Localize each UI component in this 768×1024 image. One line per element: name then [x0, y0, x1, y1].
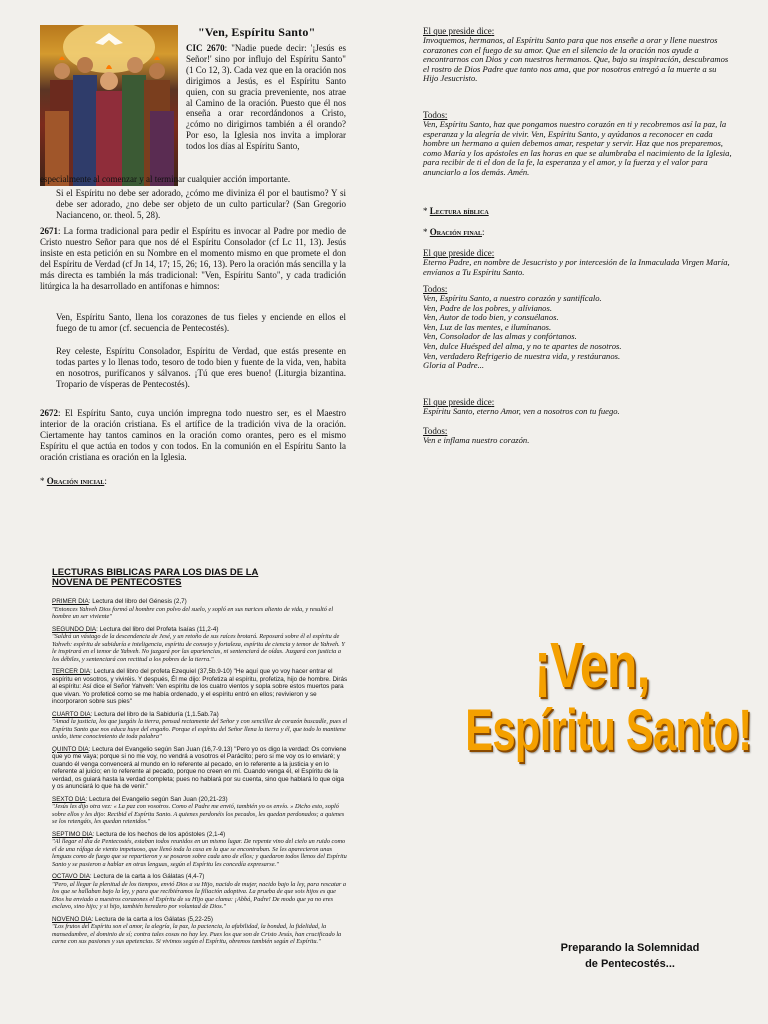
cic-2670-text: : "Nadie puede decir: '¡Jesús es Señor!' sino por influjo del Espíritu Santo" (1 Co 12, 3). Cada vez que en la oración nos dirigimos a Jesús, es el Espíritu Santo quien, con su gracia preveniente, nos atrae al Camino de la oración. Puesto que él nos enseña a orar recordándonos a Cristo, ¿cómo no dirigirnos también a él orando? Por eso, la Iglesia nos invita a implorar todos los días al Espíritu Santo, — [186, 43, 346, 152]
todos-block-3 — [423, 426, 733, 446]
litany-line: Ven, verdadero Refrigerio de nuestra vida, y restáuranos. — [423, 350, 621, 361]
cic-2671-label: 2671 — [40, 226, 58, 236]
cover-subtitle-line-1: Preparando la Solemnidad — [560, 942, 700, 954]
cover-subtitle — [530, 940, 730, 972]
lectura-day-7: SEPTIMO DIA: Lectura de los hechos de los apóstoles (2,1-4) "Al llegar el día de Pentecostés, estaban todos reunidos en un mismo lugar. De repente vino del cielo un ruido como el de una ráfaga de viento impetuoso, que llenó toda la casa en la que se encontraban. Se les aparecieron unas lenguas como de fuego que se repartieron y se posaron sobre cada uno de ellos; y quedaron todos llenos del Espíritu Santo y se pusieron a hablar en otras lenguas, según el Espíritu les concedía expresarse." — [52, 830, 347, 868]
todos-label: Todos: — [423, 110, 448, 120]
cover-title-line-1: ¡Ven, — [534, 629, 650, 701]
todos-label: Todos: — [423, 426, 448, 436]
gregorio-quote: Si el Espíritu no debe ser adorado, ¿cómo me diviniza él por el bautismo? Y si debe ser adorado, ¿no debe ser objeto de un culto particular? (San Gregorio Nacianceno, or. theol. 5, 28). — [56, 188, 346, 220]
preside-label: El que preside dice: — [423, 397, 495, 407]
todos-text-3: Ven e inflama nuestro corazón. — [423, 435, 530, 445]
cic-2672-text: : El Espíritu Santo, cuya unción impregna todo nuestro ser, es el Maestro interior de la oración cristiana. Es el artífice de la tradición viva de la oración. Ciertamente hay tantos caminos en la oración como orantes, pero es el mismo Espíritu el que actúa en todos y con todos. En la comunión en el Espíritu Santo la oración cristiana es oración en la Iglesia. — [40, 408, 346, 462]
hymn-byzantine: Rey celeste, Espíritu Consolador, Espíritu de Verdad, que estás presente en todas partes y lo llenas todo, tesoro de todo bien y fuente de la vida, ven, habita en nosotros, purifícanos y sálvanos. ¡Tú que eres bueno! (Liturgia bizantina. Tropario de vísperas de Pentecostés). — [56, 346, 346, 389]
litany-line: Ven, Luz de las mentes, e ilumínanos. — [423, 321, 552, 332]
lectura-day-5: QUINTO DIA: Lectura del Evangelio según San Juan (16,7-9.13) "Pero yo os digo la verdad: Os conviene que yo me vaya; porque si no me voy, no vendrá a vosotros el Paráclito; pero si me voy os lo enviaré; y cuando él venga convencerá al mundo en lo referente al pecado, en lo referente a la justicia y en lo referente al juicio; en lo referente al pecado, porque no creen en mí. Cuando venga él, el Espíritu de la verdad, os guiará hasta la verdad completa; pues no hablará por su cuenta, sino que hablará lo que oiga y os anunciará lo que ha de venir." — [52, 745, 347, 790]
preside-text-3: Espíritu Santo, eterno Amor, ven a nosotros con tu fuego. — [423, 406, 620, 416]
litany-line: Ven, Autor de todo bien, y consuélanos. — [423, 312, 559, 323]
preside-block-2 — [423, 248, 733, 277]
page-title: "Ven, Espíritu Santo" — [198, 25, 316, 39]
oracion-inicial-heading: * Oración inicial: — [40, 476, 107, 486]
todos-label: Todos: — [423, 284, 448, 294]
lectura-day-2: SEGUNDO DIA: Lectura del libro del Profeta Isaías (11,2-4) "Saldrá un vástago de la descendencia de Jesé, y un retoño de sus raíces brotará. Reposará sobre él el espíritu de Yahveh: espíritu de sabiduría e inteligencia, espíritu de consejo y fortaleza, espíritu de ciencia y temor de Yahveh. Y le inspirará en el temor de Yahveh. No juzgará por las apariencias, ni sentenciará de oídas. Juzgará con justicia a los débiles, y sentenciará con rectitud a los pobres de la tierra." — [52, 625, 345, 663]
cic-2672-label: 2672 — [40, 408, 58, 418]
preside-text-2: Eterno Padre, en nombre de Jesucristo y por intercesión de la Inmaculada Virgen María, envíanos a Tu Espíritu Santo. — [423, 257, 730, 277]
preside-label: El que preside dice: — [423, 248, 495, 258]
cover-title — [416, 629, 768, 764]
preside-block-1 — [423, 26, 733, 84]
todos-block-1 — [423, 110, 733, 178]
cic-2671-text: : La forma tradicional para pedir el Espíritu es invocar al Padre por medio de Cristo nuestro Señor para que nos dé el Espíritu Consolador (cf Lc 11, 13). Jesús insiste en esta petición en su Nombre en el momento mismo en que promete el don del Espíritu de Verdad (cf Jn 14, 17; 15, 26; 16, 13). Pero la oración más sencilla y la más directa es también la más tradicional: "Ven, Espíritu Santo", y cada tradición litúrgica la ha desarrollado en antífonas e himnos: — [40, 226, 346, 291]
todos-text-1: Ven, Espíritu Santo, haz que pongamos nuestro corazón en ti y recobremos así la paz, la esperanza y la alegría de vivir. Ven, Espíritu Santo, y ayúdanos a reconocer en cada hombre un hermano a quien debemos amar, respetar y servir. Haz que nos preparemos, como María y los apóstoles en las horas en que se alumbraba el nacimiento de la Iglesia, para recibir de ti el don de la fe, la esperanza y el amor, y la fuerza y el valor para anunciarlo a los demás. Amén. — [423, 119, 732, 177]
pentecost-painting-icon — [40, 25, 178, 186]
preside-text-1: Invoquemos, hermanos, al Espíritu Santo para que nos enseñe a orar y llene nuestros corazones con el fuego de su amor. Que en el silencio de la oración nos ayude a encontrarnos con Dios y con nuestros hermanos. Que, bajo su inspiración, descubramos el rostro de Dios Padre que tanto nos ama, que por nosotros entregó a la muerte a su Hijo Jesucristo. — [423, 35, 729, 84]
lecturas-list — [52, 598, 348, 951]
preside-label: El que preside dice: — [423, 26, 495, 36]
litany-line: Ven, dulce Huésped del alma, y no te apartes de nosotros. — [423, 340, 622, 351]
cover-title-line-2: Espíritu Santo! — [465, 698, 752, 763]
lectura-day-4: CUARTO DIA: Lectura del libro de la Sabiduría (1,1.5ab.7a) "Amad la justicia, los que juzgáis la tierra, pensad rectamente del Señor y con sencillez de corazón buscadle, pues el Espíritu Santo que nos educa huye del engaño. Porque el espíritu del Señor llena la tierra y él, que todo lo mantiene unido, tiene conocimiento de toda palabra" — [52, 710, 348, 740]
oracion-inicial-label: Oración inicial — [46, 476, 105, 486]
cic-2671-paragraph — [40, 226, 346, 291]
litany-line: Gloria al Padre... — [423, 360, 485, 371]
litany-line: Ven, Consolador de las almas y confórtanos. — [423, 331, 577, 342]
lecturas-title-line-1: LECTURAS BIBLICAS PARA LOS DIAS DE LA — [52, 567, 259, 578]
lectura-day-6: SEXTO DIA: Lectura del Evangelio según San Juan (20,21-23) "Jesús les dijo otra vez: « La paz con vosotros. Como el Padre me envió, también yo os envío. » Dicho esto, sopló sobre ellos y les dijo: Recibid el Espíritu Santo. A quienes perdonéis los pecados, les quedan perdonados; a quienes se los retengáis, les quedan retenidos." — [52, 795, 345, 825]
cic-2672-paragraph — [40, 408, 346, 463]
cover-subtitle-line-2: de Pentecostés... — [585, 958, 675, 970]
lecturas-title-line-2: NOVENA DE PENTECOSTES — [52, 577, 182, 588]
todos-block-2 — [423, 284, 733, 371]
hymn-veni: Ven, Espíritu Santo, llena los corazones de tus fieles y enciende en ellos el fuego de tu amor (cf. secuencia de Pentecostés). — [56, 312, 346, 333]
cic-2670-label: CIC 2670 — [186, 43, 225, 53]
oracion-final-heading: * Oración final: — [423, 227, 485, 237]
preside-block-3 — [423, 397, 733, 417]
lectura-day-3: TERCER DIA: Lectura del libro del profeta Ezequiel (37,5b.9-10) "He aquí que yo voy hacer entrar el espíritu en vosotros, y viviréis. Y después, Él me dijo: Profetiza al espíritu, profetiza, hijo de hombre. Dirás al espíritu: Así dice el Señor Yahveh: Ven espíritu de los cuatro vientos y sopla sobre estos muertos para que vivan. Yo profeticé como se me había ordenado, y el espíritu entró en ellos; revivieron y se incorporaron sobre sus pies" — [52, 668, 348, 705]
lectura-day-1: PRIMER DIA: Lectura del libro del Génesis (2,7) "Entonces Yahveh Dios formó al hombre con polvo del suelo, y sopló en sus narices aliento de vida, y resultó el hombre un ser viviente" — [52, 598, 334, 620]
lecturas-title — [52, 568, 258, 588]
cic-2670-paragraph — [186, 43, 346, 152]
cic-2670-continuation: especialmente al comenzar y al terminar cualquier acción importante. — [40, 174, 291, 184]
litany-line: Ven, Padre de los pobres, y alívianos. — [423, 302, 552, 313]
lectura-day-8: OCTAVO DIA: Lectura de la carta a los Gálatas (4,4-7) "Pero, al llegar la plenitud de los tiempos, envió Dios a su Hijo, nacido de mujer, nacido bajo la ley, para rescatar a los que se hallaban bajo la ley, y para que recibiéramos la filiación adoptiva. La prueba de que sois hijos es que Dios ha enviado a nuestros corazones el Espíritu de su Hijo que clama: ¡Abbá, Padre! De modo que ya no eres esclavo, sino hijo; y si hijo, también heredero por voluntad de Dios." — [52, 873, 347, 910]
lectura-day-9: NOVENO DIA: Lectura de la carta a los Gálatas (5,22-25) "Los frutos del Espíritu son el amor, la alegría, la paz, la paciencia, la afabilidad, la bondad, la fidelidad, la mansedumbre, el dominio de sí; contra tales cosas no hay ley. Pues los que son de Cristo Jesús, han crucificado la carne con sus pasiones y sus apetencias. Si vivimos según el Espíritu, obremos también según el Espíritu." — [52, 915, 342, 945]
litany-line: Ven, Espíritu Santo, a nuestro corazón y santifícalo. — [423, 293, 602, 303]
lectura-biblica-heading: * Lectura bíblica — [423, 206, 489, 216]
